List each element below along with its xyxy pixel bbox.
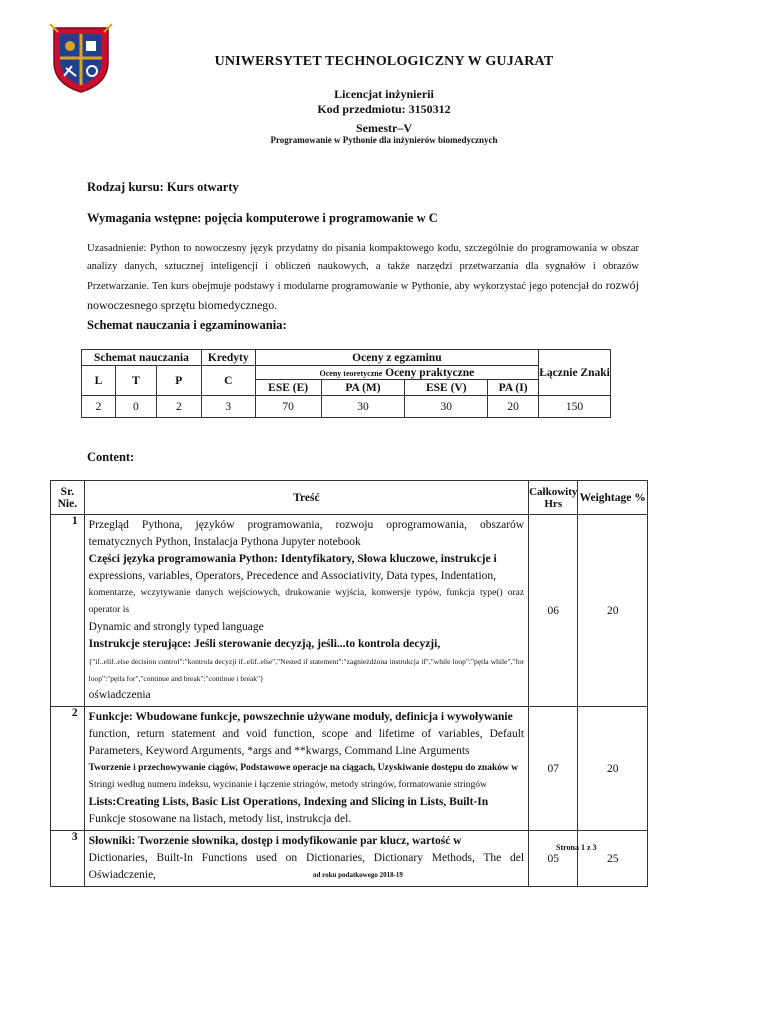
row-hrs: 07 bbox=[529, 707, 578, 831]
table-row bbox=[51, 707, 648, 831]
content-line: {"if..elif..else decision control":"kontrola decyzji if..elif..else","Nested if statement":"zagnieżdżona instrukcja if","while loop":"pętla while","for loop":"pętla for","continue and break":"continue i break"} bbox=[88, 657, 525, 683]
rationale-tail: rozwój nowoczesnego sprzętu biomedycznego. bbox=[87, 278, 639, 312]
course-type: Rodzaj kursu: Kurs otwarty bbox=[87, 180, 239, 194]
content-line: Funkcje: Wbudowane funkcje, powszechnie używane moduły, definicja i wywoływanie bbox=[88, 711, 513, 723]
col-t: T bbox=[115, 366, 156, 396]
col-content-header: Treść bbox=[84, 481, 528, 515]
value-ese-e: 70 bbox=[255, 396, 321, 418]
content-line: Słowniki: Tworzenie słownika, dostęp i modyfikowanie par klucz, wartość w bbox=[88, 835, 462, 847]
content-line: expressions, variables, Operators, Precedence and Associativity, Data types, Indentation, bbox=[88, 570, 497, 582]
content-line: Przegląd Pythona, języków programowania, rozwoju oprogramowania, obszarów tematycznych Python, Instalacja Pythona Jupyter notebook bbox=[88, 519, 525, 548]
content-line: Tworzenie i przechowywanie ciągów, Podstawowe operacje na ciągach, Uzyskiwanie dostępu do znaków w bbox=[88, 763, 519, 773]
subject-name: Programowanie w Pythonie dla inżynierów biomedycznych bbox=[270, 135, 498, 145]
theory-practical-header bbox=[255, 366, 538, 380]
col-sr-header: Sr. Nie. bbox=[51, 481, 85, 515]
content-line: Instrukcje sterujące: Jeśli sterowanie decyzją, jeśli...to kontrola decyzji, bbox=[88, 638, 441, 650]
row-content bbox=[84, 707, 528, 831]
col-hrs-header: Całkowity Hrs bbox=[529, 481, 578, 515]
row-sr: 1 bbox=[51, 515, 85, 707]
credits-header: Kredyty bbox=[201, 350, 255, 366]
content-heading: Content: bbox=[87, 450, 135, 464]
table-row bbox=[51, 515, 648, 707]
rationale-text: Uzasadnienie: Python to nowoczesny język przydatny do pisania kompaktowego kodu, szczególnie do programowania w obszar analizy danych, sztucznej inteligencji i obliczeń naukowych, a także narzędzi przetwarzania dla sygnałów i obrazów Przetwarzanie. Ten kurs obejmuje podstawy i modularne programowanie w Pythonie, aby wykorzystać jego potencjał do bbox=[87, 243, 639, 292]
row-sr: 2 bbox=[51, 707, 85, 831]
total-marks-header: Łącznie Znaki bbox=[539, 350, 611, 396]
col-pa-m: PA (M) bbox=[321, 380, 405, 396]
content-line: Części języka programowania Python: Identyfikatory, Słowa kluczowe, instrukcje i bbox=[88, 553, 497, 565]
content-table bbox=[50, 480, 648, 887]
content-line: function, return statement and void function, scope and lifetime of variables, Default Parameters, Keyword Arguments, *args and **kwargs, Command Line Arguments bbox=[88, 728, 525, 757]
row-sr: 3 bbox=[51, 831, 85, 887]
value-ese-v: 30 bbox=[405, 396, 488, 418]
col-c: C bbox=[201, 366, 255, 396]
rationale-paragraph bbox=[87, 240, 639, 316]
value-total: 150 bbox=[539, 396, 611, 418]
value-pa-m: 30 bbox=[321, 396, 405, 418]
value-p: 2 bbox=[156, 396, 201, 418]
col-weight-header: Weightage % bbox=[578, 481, 648, 515]
value-c: 3 bbox=[201, 396, 255, 418]
exam-marks-header: Oceny z egzaminu bbox=[255, 350, 538, 366]
content-line: komentarze, wczytywanie danych wejściowych, drukowanie wyjścia, konwersje typów, funkcja type() oraz operator is bbox=[88, 588, 525, 615]
footer-note: od roku podatkowego 2018-19 bbox=[313, 871, 403, 879]
content-line: oświadczenia bbox=[88, 689, 151, 701]
content-line: Dictionaries, Built-In Functions used on Dictionaries, Dictionary Methods, The del Oświadczenie, bbox=[88, 852, 525, 881]
content-line: Lists:Creating Lists, Basic List Operations, Indexing and Slicing in Lists, Built-In bbox=[88, 796, 489, 808]
col-p: P bbox=[156, 366, 201, 396]
row-weight: 20 bbox=[578, 707, 648, 831]
value-t: 0 bbox=[115, 396, 156, 418]
row-weight: 25 bbox=[578, 831, 648, 887]
value-pa-i: 20 bbox=[488, 396, 539, 418]
col-ese-v: ESE (V) bbox=[405, 380, 488, 396]
page-number: Strona 1 z 3 bbox=[556, 843, 597, 852]
scheme-heading: Schemat nauczania i egzaminowania: bbox=[87, 318, 287, 332]
scheme-table bbox=[81, 349, 611, 418]
university-name: UNIWERSYTET TECHNOLOGICZNY W GUJARAT bbox=[214, 54, 554, 69]
col-pa-i: PA (I) bbox=[488, 380, 539, 396]
theory-marks-label: Oceny teoretyczne bbox=[319, 368, 383, 378]
prerequisites: Wymagania wstępne: pojęcia komputerowe i programowanie w C bbox=[87, 211, 438, 225]
content-line: Dynamic and strongly typed language bbox=[88, 621, 264, 633]
row-hrs: 05 bbox=[529, 831, 578, 887]
row-weight: 20 bbox=[578, 515, 648, 707]
row-content bbox=[84, 515, 528, 707]
degree-label: Licencjat inżynierii bbox=[334, 87, 434, 101]
row-hrs: 06 bbox=[529, 515, 578, 707]
subject-code: Kod przedmiotu: 3150312 bbox=[317, 102, 451, 116]
semester-label: Semestr–V bbox=[356, 121, 412, 135]
content-line: Funkcje stosowane na listach, metody list, instrukcja del. bbox=[88, 813, 352, 825]
practical-marks-label: Oceny praktyczne bbox=[385, 366, 475, 379]
value-l: 2 bbox=[82, 396, 116, 418]
col-ese-e: ESE (E) bbox=[255, 380, 321, 396]
row-content bbox=[84, 831, 528, 887]
content-line: Stringi według numeru indeksu, wycinanie i łączenie stringów, metody stringów, formatowanie stringów bbox=[88, 780, 487, 790]
col-l: L bbox=[82, 366, 116, 396]
teaching-scheme-header: Schemat nauczania bbox=[82, 350, 202, 366]
